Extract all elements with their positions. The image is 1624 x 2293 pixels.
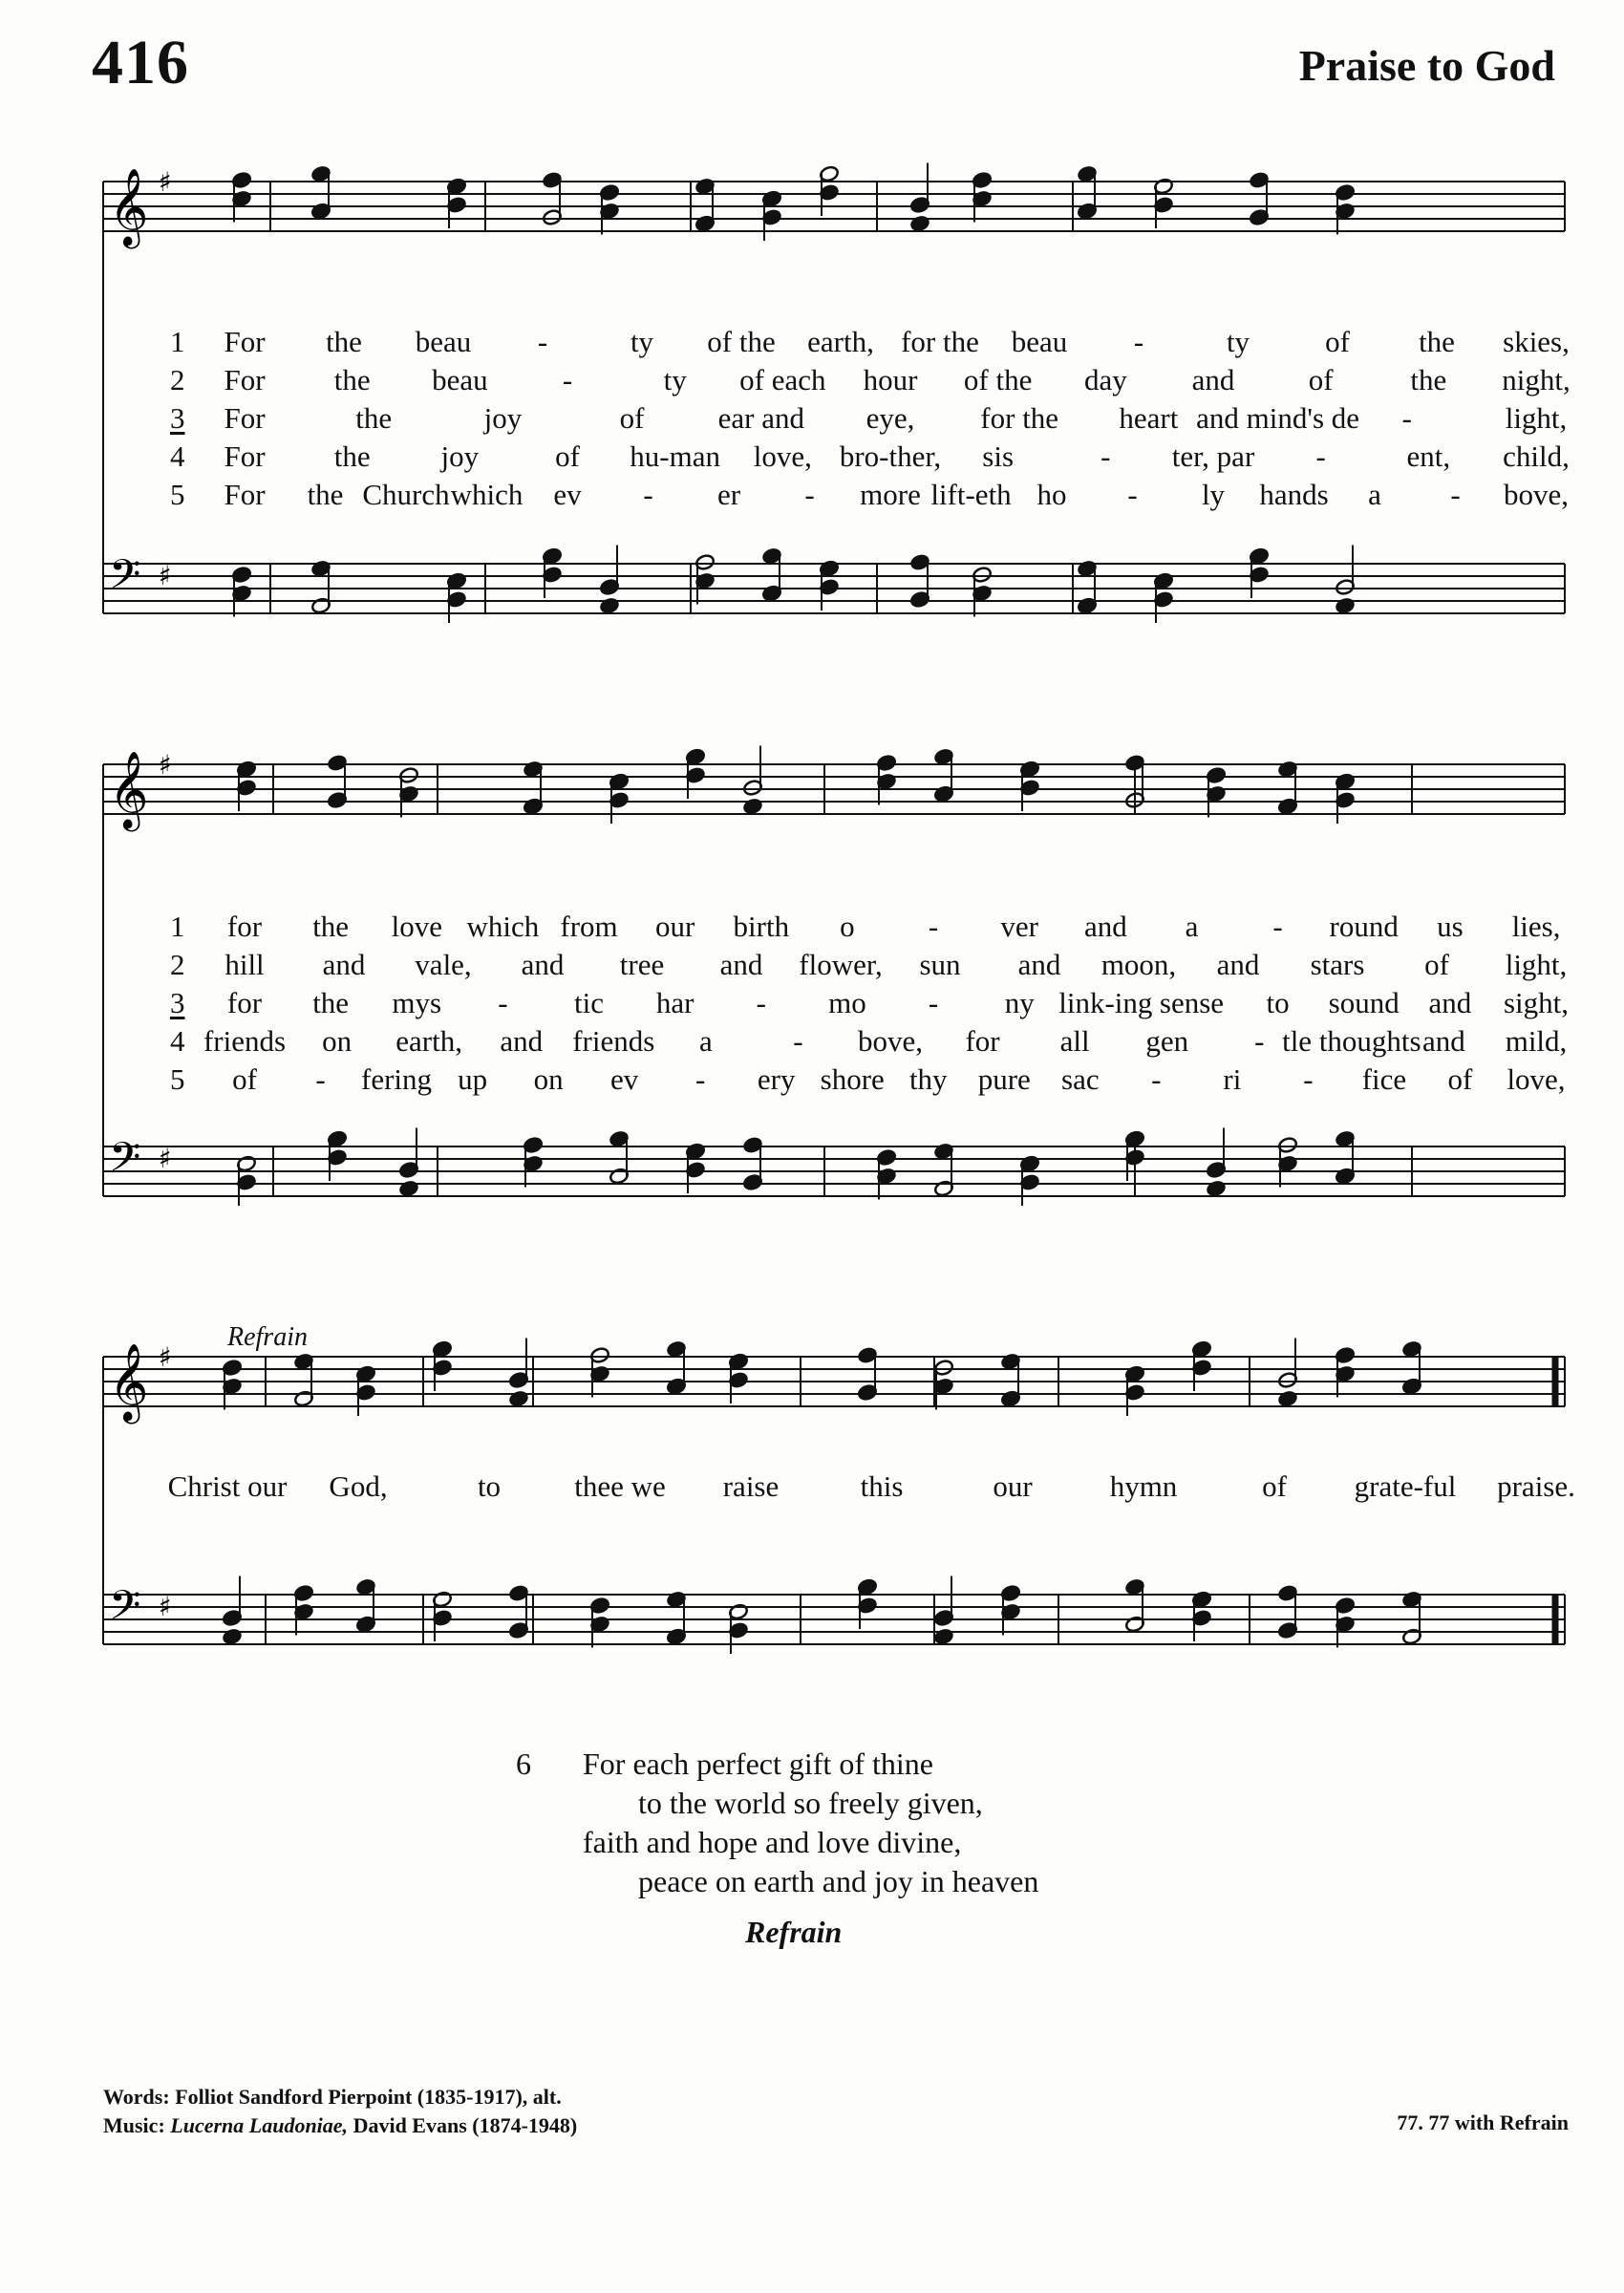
lyric-syllable: pure: [977, 1062, 1031, 1096]
lyric-syllable: a: [698, 1024, 713, 1058]
lyric-syllable: the: [333, 439, 371, 473]
lyric-syllable: for: [226, 986, 263, 1019]
lyric-syllable: grate-ful: [1354, 1469, 1457, 1503]
lyric-syllable: shore: [820, 1062, 885, 1096]
notes: [236, 746, 1355, 825]
lyric-syllable: beau: [1011, 325, 1068, 358]
lyric-line-verse-1: [103, 323, 1570, 361]
lyric-syllable: hour: [863, 363, 918, 396]
lyric-syllable: fice: [1361, 1062, 1407, 1096]
lyric-syllable: -: [695, 1062, 706, 1096]
verse-number: 4: [170, 439, 185, 473]
lyric-syllable: ter, par: [1171, 439, 1255, 473]
lyric-syllable: child,: [1503, 439, 1570, 473]
lyric-syllable: o: [840, 910, 855, 943]
lyric-syllable: for: [226, 910, 263, 943]
lyric-syllable: to: [1266, 986, 1290, 1019]
lyric-syllable: love,: [753, 439, 812, 473]
lyric-syllable: -: [1401, 401, 1412, 435]
lyric-syllable: love: [391, 910, 442, 943]
lyric-syllable: of the: [707, 325, 776, 358]
lyric-syllable: of the: [963, 363, 1033, 396]
stanza-line: For each perfect gift of thine: [583, 1747, 933, 1781]
lyric-syllable: Church: [362, 478, 450, 511]
lyric-syllable: joy: [483, 401, 523, 435]
lyric-syllable: round: [1329, 910, 1399, 943]
lyric-syllable: the: [1419, 325, 1455, 358]
note-head: [508, 1390, 528, 1407]
lyric-syllable: and: [500, 1024, 544, 1058]
lyric-syllable: on: [533, 1062, 564, 1096]
lyric-syllable: -: [928, 910, 939, 943]
lyric-syllable: ny: [1004, 986, 1035, 1019]
lyric-syllable: the: [1410, 363, 1447, 396]
note-head: [599, 597, 619, 614]
note-head: [742, 798, 762, 815]
lyric-syllable: of each: [739, 363, 826, 396]
sharp-icon: ♯: [159, 1143, 172, 1174]
lyric-syllable: mys: [392, 986, 442, 1019]
lyric-syllable: of: [619, 401, 645, 435]
lyric-line-verse-2: [103, 946, 1568, 984]
lyric-syllable: -: [315, 1062, 326, 1096]
lyric-syllable: fering: [361, 1062, 433, 1096]
lyric-syllable: -: [793, 1024, 803, 1058]
lyric-syllable: er: [716, 478, 741, 511]
lyric-syllable: God,: [329, 1469, 388, 1503]
lyric-syllable: night,: [1502, 363, 1571, 396]
lyric-line-verse-3: [103, 984, 1570, 1022]
lyric-syllable: and: [1422, 1024, 1465, 1058]
lyric-line-verse-3: [103, 399, 1568, 438]
sharp-icon: ♯: [159, 1341, 172, 1373]
lyric-syllable: praise.: [1497, 1469, 1575, 1503]
lyric-syllable: the: [312, 910, 350, 943]
lyric-syllable: sis: [982, 439, 1015, 473]
lyric-syllable: hymn: [1109, 1469, 1178, 1503]
lyric-syllable: -: [498, 986, 508, 1019]
sharp-icon: ♯: [159, 166, 172, 198]
lyric-syllable: ty: [1226, 325, 1250, 358]
refrain-cue: Refrain: [745, 1915, 843, 1949]
treble-clef-icon: 𝄞: [109, 750, 149, 828]
bass-clef-icon: 𝄢: [109, 1134, 141, 1191]
lyric-syllable: ev: [610, 1062, 639, 1096]
lyric-syllable: flower,: [799, 948, 883, 981]
lyric-syllable: love,: [1506, 1062, 1566, 1096]
notes: [222, 1576, 1421, 1655]
stanza-line: to the world so freely given,: [638, 1786, 983, 1820]
lyric-syllable: and: [322, 948, 366, 981]
lyric-syllable: the: [355, 401, 393, 435]
verse-number: 4: [170, 1024, 185, 1058]
notes: [231, 163, 1355, 242]
words-author: Folliot Sandford Pierpoint (1835-1917), alt.: [175, 2085, 562, 2109]
lyric-syllable: for: [965, 1024, 1000, 1058]
sharp-icon: ♯: [159, 749, 172, 781]
lyric-syllable: sense: [1159, 986, 1225, 1019]
lyric-syllable: of: [1325, 325, 1350, 358]
lyric-syllable: tic: [574, 986, 605, 1019]
hymn-number: 416: [92, 28, 189, 97]
lyric-syllable: and: [1428, 986, 1472, 1019]
lyric-syllable: -: [1151, 1062, 1162, 1096]
words-label: Words:: [103, 2085, 170, 2109]
lyric-syllable: link-ing: [1058, 986, 1153, 1019]
music-system-refrain: [103, 1322, 1575, 1685]
verse-number: 1: [170, 910, 185, 943]
lyric-syllable: to: [477, 1469, 502, 1503]
verse-number: 3: [170, 986, 185, 1019]
lyric-line-verse-4: [103, 438, 1570, 476]
lyric-line-verse-4: [103, 1022, 1568, 1061]
lyric-syllable: Christ our: [167, 1469, 288, 1503]
lyric-syllable: lift-eth: [930, 478, 1012, 511]
lyric-syllable: for the: [901, 325, 979, 358]
refrain-label: Refrain: [227, 1322, 308, 1352]
lyric-syllable: thee we: [574, 1469, 666, 1503]
lyric-syllable: tree: [619, 948, 665, 981]
lyric-syllable: -: [643, 478, 653, 511]
lyric-syllable: of: [555, 439, 580, 473]
lyric-syllable: which: [466, 910, 540, 943]
verse-number: 3: [170, 401, 185, 435]
lyric-syllable: heart: [1119, 401, 1179, 435]
lyric-syllable: a: [1368, 478, 1381, 511]
composer: David Evans (1874-1948): [353, 2113, 578, 2137]
lyric-syllable: -: [804, 478, 815, 511]
treble-clef-icon: 𝄞: [109, 1342, 149, 1421]
lyric-syllable: the: [312, 986, 350, 1019]
lyric-line-verse-refrain: [103, 1468, 1575, 1506]
lyric-syllable: birth: [733, 910, 790, 943]
lyric-syllable: our: [654, 910, 695, 943]
lyric-syllable: hands: [1259, 478, 1329, 511]
verse-number: 1: [170, 325, 185, 358]
notes: [236, 1128, 1355, 1207]
section-title: Praise to God: [1298, 41, 1555, 90]
lyric-syllable: thy: [908, 1062, 948, 1096]
lyric-syllable: lies,: [1511, 910, 1561, 943]
stanza-line: peace on earth and joy in heaven: [638, 1864, 1039, 1898]
lyric-syllable: ev: [553, 478, 582, 511]
note-head: [933, 1628, 953, 1645]
lyric-syllable: bove,: [1503, 478, 1570, 511]
lyric-syllable: For: [224, 478, 266, 511]
lyric-syllable: eye,: [865, 401, 915, 435]
lyric-syllable: and: [1216, 948, 1260, 981]
lyric-syllable: which: [450, 478, 524, 511]
lyric-syllable: a: [1185, 910, 1199, 943]
lyric-syllable: light,: [1505, 948, 1568, 981]
lyric-syllable: tle thoughts: [1282, 1024, 1421, 1058]
lyric-syllable: For: [224, 439, 266, 473]
lyric-syllable: this: [860, 1469, 904, 1503]
lyric-line-verse-5: [103, 476, 1570, 514]
note-head: [398, 1180, 418, 1197]
lyric-syllable: raise: [722, 1469, 780, 1503]
lyric-syllable: stars: [1310, 948, 1365, 981]
lyric-syllable: ver: [1000, 910, 1038, 943]
note-head: [222, 1628, 242, 1645]
music-system-2: [103, 749, 1570, 1223]
note-head: [1335, 597, 1355, 614]
lyric-syllable: from: [560, 910, 618, 943]
lyric-syllable: all: [1059, 1024, 1090, 1058]
lyric-syllable: har: [655, 986, 694, 1019]
lyric-syllable: ty: [663, 363, 687, 396]
lyric-syllable: ri: [1223, 1062, 1242, 1096]
lyric-syllable: skies,: [1503, 325, 1570, 358]
lyric-syllable: us: [1437, 910, 1464, 943]
music-label: Music:: [103, 2113, 165, 2137]
lyric-syllable: of: [1424, 948, 1449, 981]
treble-clef-icon: 𝄞: [109, 167, 149, 246]
notes: [231, 546, 1355, 624]
lyric-syllable: earth,: [395, 1024, 462, 1058]
lyric-syllable: for the: [980, 401, 1059, 435]
lyric-syllable: ho: [1036, 478, 1067, 511]
lyric-syllable: light,: [1505, 401, 1568, 435]
lyric-syllable: bro-ther,: [839, 439, 942, 473]
lyric-syllable: bove,: [857, 1024, 924, 1058]
lyric-syllable: and mind's de: [1196, 401, 1360, 435]
lyric-syllable: -: [756, 986, 766, 1019]
lyric-line-verse-2: [103, 361, 1571, 399]
verse-number: 2: [170, 363, 185, 396]
lyric-syllable: beau: [432, 363, 488, 396]
treble-staff: [103, 749, 1565, 831]
lyric-syllable: gen: [1145, 1024, 1189, 1058]
lyric-syllable: -: [562, 363, 573, 396]
lyric-line-verse-1: [103, 908, 1565, 946]
music-system-1: [103, 166, 1571, 640]
lyric-syllable: the: [326, 325, 362, 358]
lyric-syllable: hill: [224, 948, 265, 981]
lyric-syllable: ear and: [717, 401, 804, 435]
lyric-syllable: joy: [440, 439, 480, 473]
note-head: [1277, 1390, 1297, 1407]
lyric-syllable: ery: [757, 1062, 796, 1096]
lyric-syllable: friends: [572, 1024, 655, 1058]
lyric-syllable: mild,: [1505, 1024, 1568, 1058]
lyric-syllable: -: [1315, 439, 1326, 473]
lyric-syllable: beau: [415, 325, 472, 358]
note-head: [909, 215, 930, 232]
tune-name: Lucerna Laudoniae,: [170, 2113, 349, 2137]
lyric-syllable: -: [1450, 478, 1461, 511]
lyric-syllable: For: [224, 363, 266, 396]
lyric-syllable: sight,: [1503, 986, 1570, 1019]
lyric-syllable: day: [1083, 363, 1127, 396]
lyric-syllable: -: [1272, 910, 1283, 943]
lyric-syllable: -: [1133, 325, 1144, 358]
lyric-syllable: of: [1447, 1062, 1473, 1096]
lyric-syllable: sound: [1328, 986, 1400, 1019]
lyric-syllable: and: [1083, 910, 1127, 943]
lyric-syllable: of: [1308, 363, 1334, 396]
lyric-line-verse-5: [103, 1061, 1565, 1099]
lyric-syllable: hu-man: [630, 439, 721, 473]
credits: [103, 2083, 577, 2140]
lyric-syllable: our: [993, 1469, 1033, 1503]
lyric-syllable: ent,: [1406, 439, 1451, 473]
lyric-syllable: -: [1303, 1062, 1314, 1096]
lyric-syllable: and: [719, 948, 763, 981]
lyric-syllable: For: [224, 401, 266, 435]
lyric-syllable: -: [1254, 1024, 1265, 1058]
lyric-syllable: -: [1100, 439, 1111, 473]
stanza-line: faith and hope and love divine,: [583, 1825, 962, 1859]
lyric-syllable: earth,: [807, 325, 874, 358]
stanza-number: 6: [516, 1747, 531, 1781]
verse-number: 2: [170, 948, 185, 981]
lyric-syllable: and: [1017, 948, 1061, 981]
sharp-icon: ♯: [159, 1591, 172, 1622]
meter: 77. 77 with Refrain: [1397, 2111, 1569, 2134]
lyric-syllable: friends: [203, 1024, 287, 1058]
bass-staff: [103, 1582, 1565, 1644]
verse-number: 5: [170, 1062, 185, 1096]
lyric-syllable: sac: [1061, 1062, 1100, 1096]
note-head: [1206, 1180, 1226, 1197]
lyric-syllable: For: [224, 325, 266, 358]
lyric-syllable: and: [521, 948, 565, 981]
lyric-syllable: ty: [630, 325, 654, 358]
lyric-syllable: vale,: [415, 948, 472, 981]
lyric-syllable: -: [537, 325, 548, 358]
lyric-syllable: more: [860, 478, 921, 511]
lyric-syllable: the: [333, 363, 371, 396]
verse-number: 5: [170, 478, 185, 511]
lyric-syllable: of: [232, 1062, 257, 1096]
lyric-syllable: sun: [919, 948, 961, 981]
lyric-syllable: on: [322, 1024, 353, 1058]
lyric-syllable: mo: [828, 986, 866, 1019]
sharp-icon: ♯: [159, 560, 172, 591]
lyric-syllable: -: [1127, 478, 1138, 511]
lyric-syllable: -: [928, 986, 939, 1019]
bass-clef-icon: 𝄢: [109, 551, 141, 609]
lyric-syllable: moon,: [1100, 948, 1177, 981]
lyric-syllable: ly: [1201, 478, 1226, 511]
bass-clef-icon: 𝄢: [109, 1582, 141, 1639]
lyric-syllable: of: [1262, 1469, 1287, 1503]
notes: [222, 1339, 1421, 1417]
lyric-syllable: up: [458, 1062, 488, 1096]
lyric-syllable: the: [307, 478, 344, 511]
lyric-syllable: and: [1191, 363, 1235, 396]
